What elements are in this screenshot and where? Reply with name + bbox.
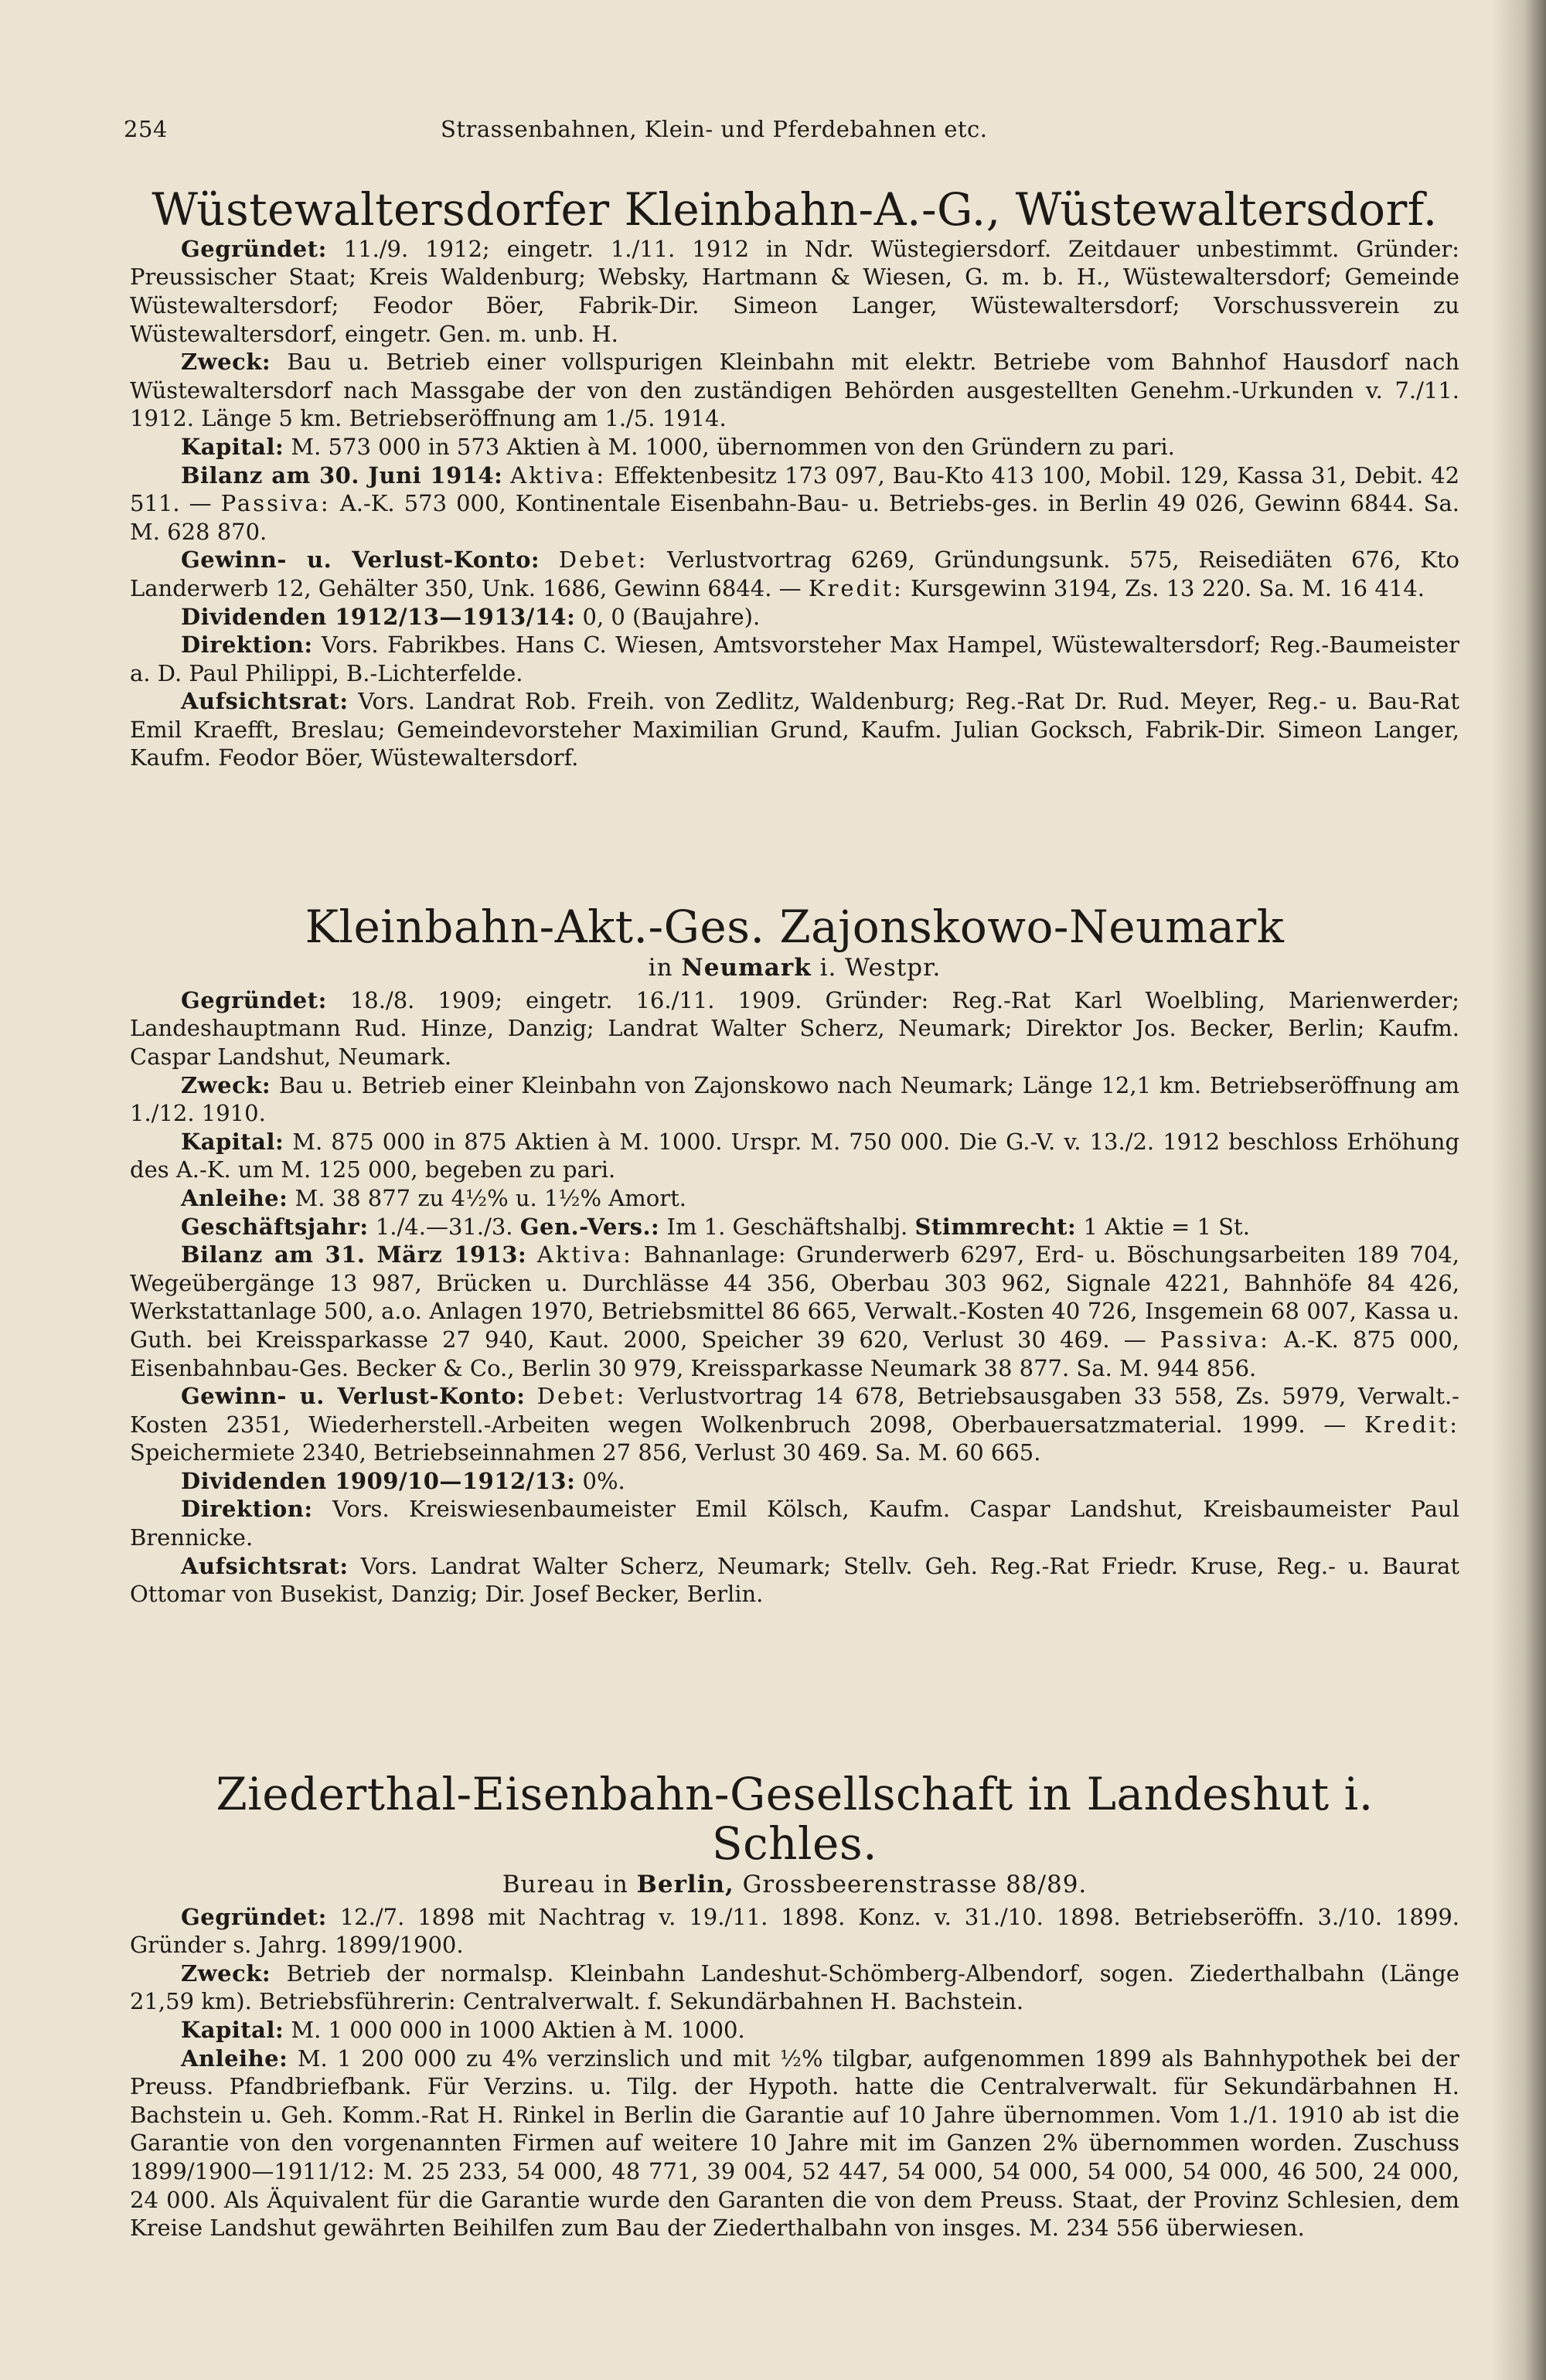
purpose-paragraph: Zweck: Betrieb der normalsp. Kleinbahn Landeshut-Schömberg-Albendorf, sogen. Ziederthalbahn (Länge 21,59 km). Betriebsführerin: Centralverwalt. f. Sekundärbahnen H. Bachstein. — [130, 1959, 1459, 2015]
board-paragraph: Direktion: Vors. Kreiswiesenbaumeister Emil Kölsch, Kaufm. Caspar Landshut, Kreisbaumeister Paul Brennicke. — [130, 1496, 1459, 1551]
loan-paragraph: Anleihe: M. 38 877 zu 4½% u. 1½% Amort. — [181, 1184, 686, 1211]
loan-paragraph: Anleihe: M. 1 200 000 zu 4% verzinslich und mit ½% tilgbar, aufgenommen 1899 als Bahnhypothek bei der Preuss. Pfandbriefbank. Für Verzins. u. Tilg. der Hypoth. hatte die Centralverwalt. für Sekundärbahnen H. Bachstein u. Geh. Komm.-Rat H. Rinkel in Berlin die Garantie auf 10 Jahre übernommen. Vom 1./1. 1910 ab ist die Garantie von den vorgenannten Firmen auf weitere 10 Jahre mit im Ganzen 2% übernommen worden. Zuschuss 1899/1900—1911/12: M. 25 233, 54 000, 48 771, 39 004, 52 447, 54 000, 54 000, 54 000, 54 000, 46 500, 24 000, 24 000. Als Äquivalent für die Garantie wurde den Garanten die von dem Preuss. Staat, der Provinz Schlesien, dem Kreise Landshut gewährten Beihilfen zum Bau der Ziederthalbahn von insges. M. 234 556 überwiesen. — [130, 2045, 1460, 2242]
dividends-paragraph: Dividenden 1912/13—1913/14: 0, 0 (Baujahre). — [181, 603, 761, 630]
founded-paragraph: Gegründet: 18./8. 1909; eingetr. 16./11. 1909. Gründer: Reg.-Rat Karl Woelbling, Marienwerder; Landeshauptmann Rud. Hinze, Danzig; Landrat Walter Scherz, Neumark; Direktor Jos. Becker, Berlin; Kaufm. Caspar Landshut, Neumark. — [130, 986, 1460, 1070]
founded-paragraph: Gegründet: 12./7. 1898 mit Nachtrag v. 19./11. 1898. Konz. v. 31./10. 1898. Betriebseröffn. 3./10. 1899. Gründer s. Jahrg. 1899/1900. — [130, 1903, 1460, 1959]
page-number: 254 — [124, 116, 168, 142]
purpose-paragraph: Zweck: Bau u. Betrieb einer Kleinbahn von Zajonskowo nach Neumark; Länge 12,1 km. Betriebseröffnung am 1./12. 1910. — [130, 1071, 1459, 1127]
profit-loss-paragraph: Gewinn- u. Verlust-Konto: Debet: Verlustvortrag 14 678, Betriebsausgaben 33 558, Zs. 5979, Verwalt.-Kosten 2351, Wiederherstell.-Arbeiten wegen Wolkenbruch 2098, Oberbauersatzmaterial. 1999. — Kredit: Speichermiete 2340, Betriebseinnahmen 27 856, Verlust 30 469. Sa. M. 60 665. — [130, 1383, 1459, 1466]
purpose-paragraph: Zweck: Bau u. Betrieb einer vollspurigen Kleinbahn mit elektr. Betriebe vom Bahnhof Hausdorf nach Wüstewaltersdorf nach Massgabe der von den zuständigen Behörden ausgestellten Genehm.-Urkunden v. 7./11. 1912. Länge 5 km. Betriebseröffnung am 1./5. 1914. — [130, 349, 1459, 432]
entry-title: Ziederthal-Eisenbahn-Gesellschaft in Landeshut i. Schles. — [216, 1768, 1374, 1870]
capital-paragraph: Kapital: M. 875 000 in 875 Aktien à M. 1000. Urspr. M. 750 000. Die G.-V. v. 13./2. 1912 beschloss Erhöhung des A.-K. um M. 125 000, begeben zu pari. — [130, 1128, 1460, 1183]
board-paragraph: Direktion: Vors. Fabrikbes. Hans C. Wiesen, Amtsvorsteher Max Hampel, Wüstewaltersdorf; Reg.-Baumeister a. D. Paul Philippi, B.-Lichterfelde. — [130, 632, 1459, 686]
supervisory-board-paragraph: Aufsichtsrat: Vors. Landrat Rob. Freih. von Zedlitz, Waldenburg; Reg.-Rat Dr. Rud. Meyer, Reg.- u. Bau-Rat Emil Kraefft, Breslau; Gemeindevorsteher Maximilian Grund, Kaufm. Julian Gocksch, Fabrik-Dir. Simeon Langer, Kaufm. Feodor Böer, Wüstewaltersdorf. — [130, 688, 1459, 771]
entry-location: Bureau in Berlin, Grossbeerenstrasse 88/89. — [502, 1870, 1088, 1898]
page-edge-shadow — [1492, 0, 1546, 2380]
running-title: Strassenbahnen, Klein- und Pferdebahnen etc. — [441, 116, 988, 142]
entry-title: Kleinbahn-Akt.-Ges. Zajonskowo-Neumark — [305, 901, 1285, 953]
entry-title: Wüstewaltersdorfer Kleinbahn-A.-G., Wüstewaltersdorf. — [152, 183, 1438, 236]
fiscal-year-paragraph: Geschäftsjahr: 1./4.—31./3. Gen.-Vers.: Im 1. Geschäftshalbj. Stimmrecht: 1 Aktie = 1 St. — [181, 1213, 1250, 1240]
capital-paragraph: Kapital: M. 573 000 in 573 Aktien à M. 1000, übernommen von den Gründern zu pari. — [181, 433, 1175, 460]
entry-wuestewaltersdorf — [130, 183, 1460, 772]
profit-loss-paragraph: Gewinn- u. Verlust-Konto: Debet: Verlustvortrag 6269, Gründungsunk. 575, Reisediäten 676, Kto Landerwerb 12, Gehälter 350, Unk. 1686, Gewinn 6844. — Kredit: Kursgewinn 3194, Zs. 13 220. Sa. M. 16 414. — [130, 546, 1460, 601]
entry-zajonskowo-neumark — [130, 903, 1459, 1609]
balance-paragraph: Bilanz am 30. Juni 1914: Aktiva: Effektenbesitz 173 097, Bau-Kto 413 100, Mobil. 129, Kassa 31, Debit. 42 511. — Passiva: A.-K. 573 000, Kontinentale Eisenbahn-Bau- u. Betriebs-ges. in Berlin 49 026, Gewinn 6844. Sa. M. 628 870. — [130, 461, 1460, 545]
founded-paragraph: Gegründet: 11./9. 1912; eingetr. 1./11. 1912 in Ndr. Wüstegiersdorf. Zeitdauer unbestimmt. Gründer: Preussischer Staat; Kreis Waldenburg; Websky, Hartmann & Wiesen, G. m. b. H., Wüstewaltersdorf; Gemeinde Wüstewaltersdorf; Feodor Böer, Fabrik-Dir. Simeon Langer, Wüstewaltersdorf; Vorschussverein zu Wüstewaltersdorf, eingetr. Gen. m. unb. H. — [130, 235, 1460, 347]
supervisory-board-paragraph: Aufsichtsrat: Vors. Landrat Walter Scherz, Neumark; Stellv. Geh. Reg.-Rat Friedr. Kruse, Reg.- u. Baurat Ottomar von Busekist, Danzig; Dir. Josef Becker, Berlin. — [130, 1552, 1459, 1608]
entry-ziederthal — [130, 1770, 1459, 2242]
dividends-paragraph: Dividenden 1909/10—1912/13: 0%. — [181, 1467, 625, 1494]
entry-location: in Neumark i. Westpr. — [648, 953, 942, 982]
capital-paragraph: Kapital: M. 1 000 000 in 1000 Aktien à M. 1000. — [181, 2016, 745, 2043]
balance-paragraph: Bilanz am 31. März 1913: Aktiva: Bahnanlage: Grunderwerb 6297, Erd- u. Böschungsarbeiten 189 704, Wegeübergänge 13 987, Brücken u. Durchlässe 44 356, Oberbau 303 962, Signale 4221, Bahnhöfe 84 426, Werkstattanlage 500, a.o. Anlagen 1970, Betriebsmittel 86 665, Verwalt.-Kosten 40 726, Insgemein 68 007, Kassa u. Guth. bei Kreissparkasse 27 940, Kaut. 2000, Speicher 39 620, Verlust 30 469. — Passiva: A.-K. 875 000, Eisenbahnbau-Ges. Becker & Co., Berlin 30 979, Kreissparkasse Neumark 38 877. Sa. M. 944 856. — [130, 1241, 1460, 1381]
